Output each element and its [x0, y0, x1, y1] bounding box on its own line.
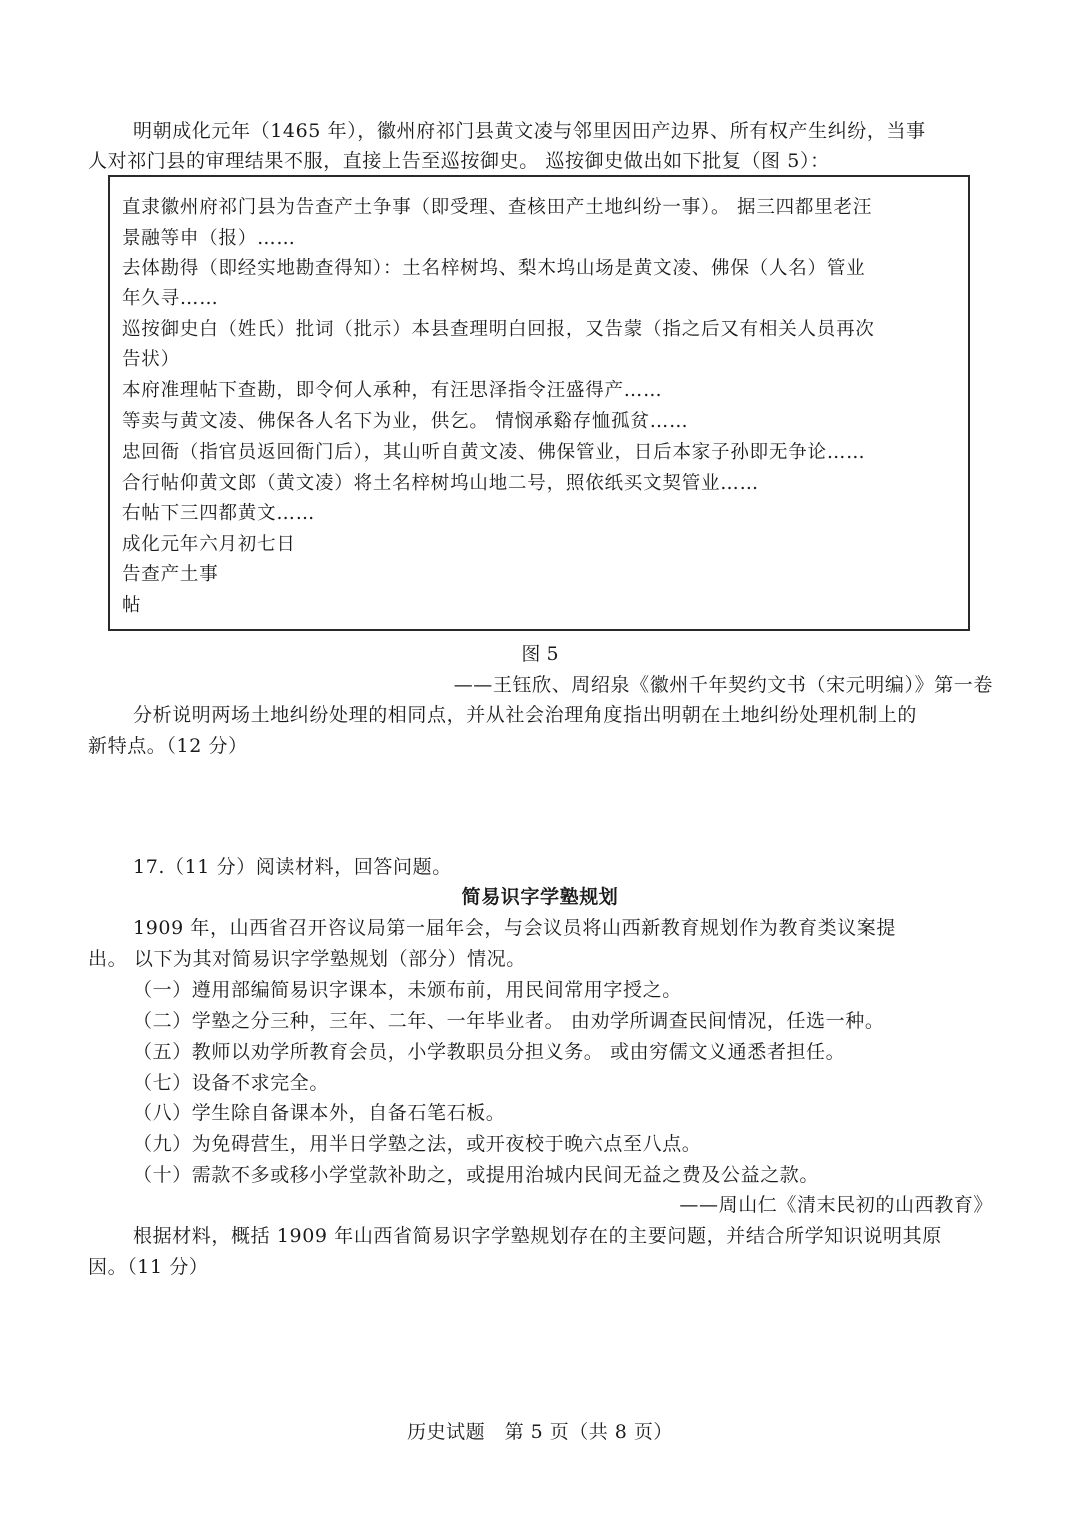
question-16-line-2: 新特点。（12 分） [88, 735, 248, 757]
doc-line: 成化元年六月初七日 [122, 534, 296, 555]
doc-line: 景融等申（报）…… [122, 228, 296, 249]
document-box [108, 175, 970, 631]
material-para-line-2: 出。 以下为其对简易识字学塾规划（部分）情况。 [88, 948, 526, 970]
source-citation-2: ——周山仁《清末民初的山西教育》 [679, 1194, 993, 1216]
question-17-line-2: 因。（11 分） [88, 1256, 209, 1278]
doc-line: 直隶徽州府祁门县为告查产土争事（即受理、查核田产土地纠纷一事）。 据三四都里老汪 [122, 197, 873, 218]
doc-line: 右帖下三四都黄文…… [122, 503, 316, 524]
material-item: （一）遵用部编简易识字课本，未颁布前，用民间常用字授之。 [133, 979, 682, 1001]
doc-line: 年久寻…… [122, 288, 219, 309]
question-16-line-1: 分析说明两场土地纠纷处理的相同点，并从社会治理角度指出明朝在土地纠纷处理机制上的 [133, 704, 918, 726]
page-footer: 历史试题 第 5 页（共 8 页） [407, 1421, 673, 1443]
material-item: （八）学生除自备课本外，自备石笔石板。 [133, 1102, 506, 1124]
doc-line: 去体勘得（即经实地勘查得知）：土名梓树坞、梨木坞山场是黄文凌、佛保（人名）管业 [122, 258, 866, 279]
material-title: 简易识字学塾规划 [461, 886, 619, 908]
doc-line: 巡按御史白（姓氏）批词（批示）本县查理明白回报，又告蒙（指之后又有相关人员再次 [122, 319, 875, 340]
doc-line: 告查产土事 [122, 564, 219, 585]
material-item: （十）需款不多或移小学堂款补助之，或提用治城内民间无益之费及公益之款。 [133, 1164, 820, 1186]
doc-line: 本府准理帖下查勘，即令何人承种，有汪思泽指令汪盛得产…… [122, 380, 663, 401]
question-17-header: 17.（11 分）阅读材料，回答问题。 [133, 856, 452, 878]
material-para-line-1: 1909 年，山西省召开咨议局第一届年会，与会议员将山西新教育规划作为教育类议案提 [133, 917, 896, 939]
material-item: （五）教师以劝学所教育会员，小学教职员分担义务。 或由穷儒文义通悉者担任。 [133, 1041, 846, 1063]
material-item: （七）设备不求完全。 [133, 1072, 330, 1094]
source-citation-1: ——王钰欣、周绍泉《徽州千年契约文书（宋元明编）》第一卷 [453, 674, 993, 696]
doc-line: 帖 [122, 595, 142, 616]
material-item: （九）为免碍营生，用半日学塾之法，或开夜校于晚六点至八点。 [133, 1133, 702, 1155]
material-item: （二）学塾之分三种，三年、二年、一年毕业者。 由劝学所调查民间情况，任选一种。 [133, 1010, 885, 1032]
doc-line: 等卖与黄文凌、佛保各人名下为业，供乞。 情悯承谿存恤孤贫…… [122, 411, 689, 432]
figure-caption: 图 5 [521, 643, 559, 665]
doc-line: 合行帖仰黄文郎（黄文凌）将土名梓树坞山地二号，照依纸买文契管业…… [122, 473, 759, 494]
doc-line: 忠回衙（指官员返回衙门后），其山听自黄文凌、佛保管业，日后本家子孙即无争论…… [122, 442, 866, 463]
question-17-line-1: 根据材料，概括 1909 年山西省简易识字学塾规划存在的主要问题，并结合所学知识说明其原 [133, 1225, 942, 1247]
intro-line-2: 人对祁门县的审理结果不服，直接上告至巡按御史。 巡按御史做出如下批复（图 5）： [88, 150, 830, 172]
intro-line-1: 明朝成化元年（1465 年），徽州府祁门县黄文凌与邻里因田产边界、所有权产生纠纷，当事 [133, 120, 926, 142]
doc-line: 告状） [122, 349, 180, 370]
